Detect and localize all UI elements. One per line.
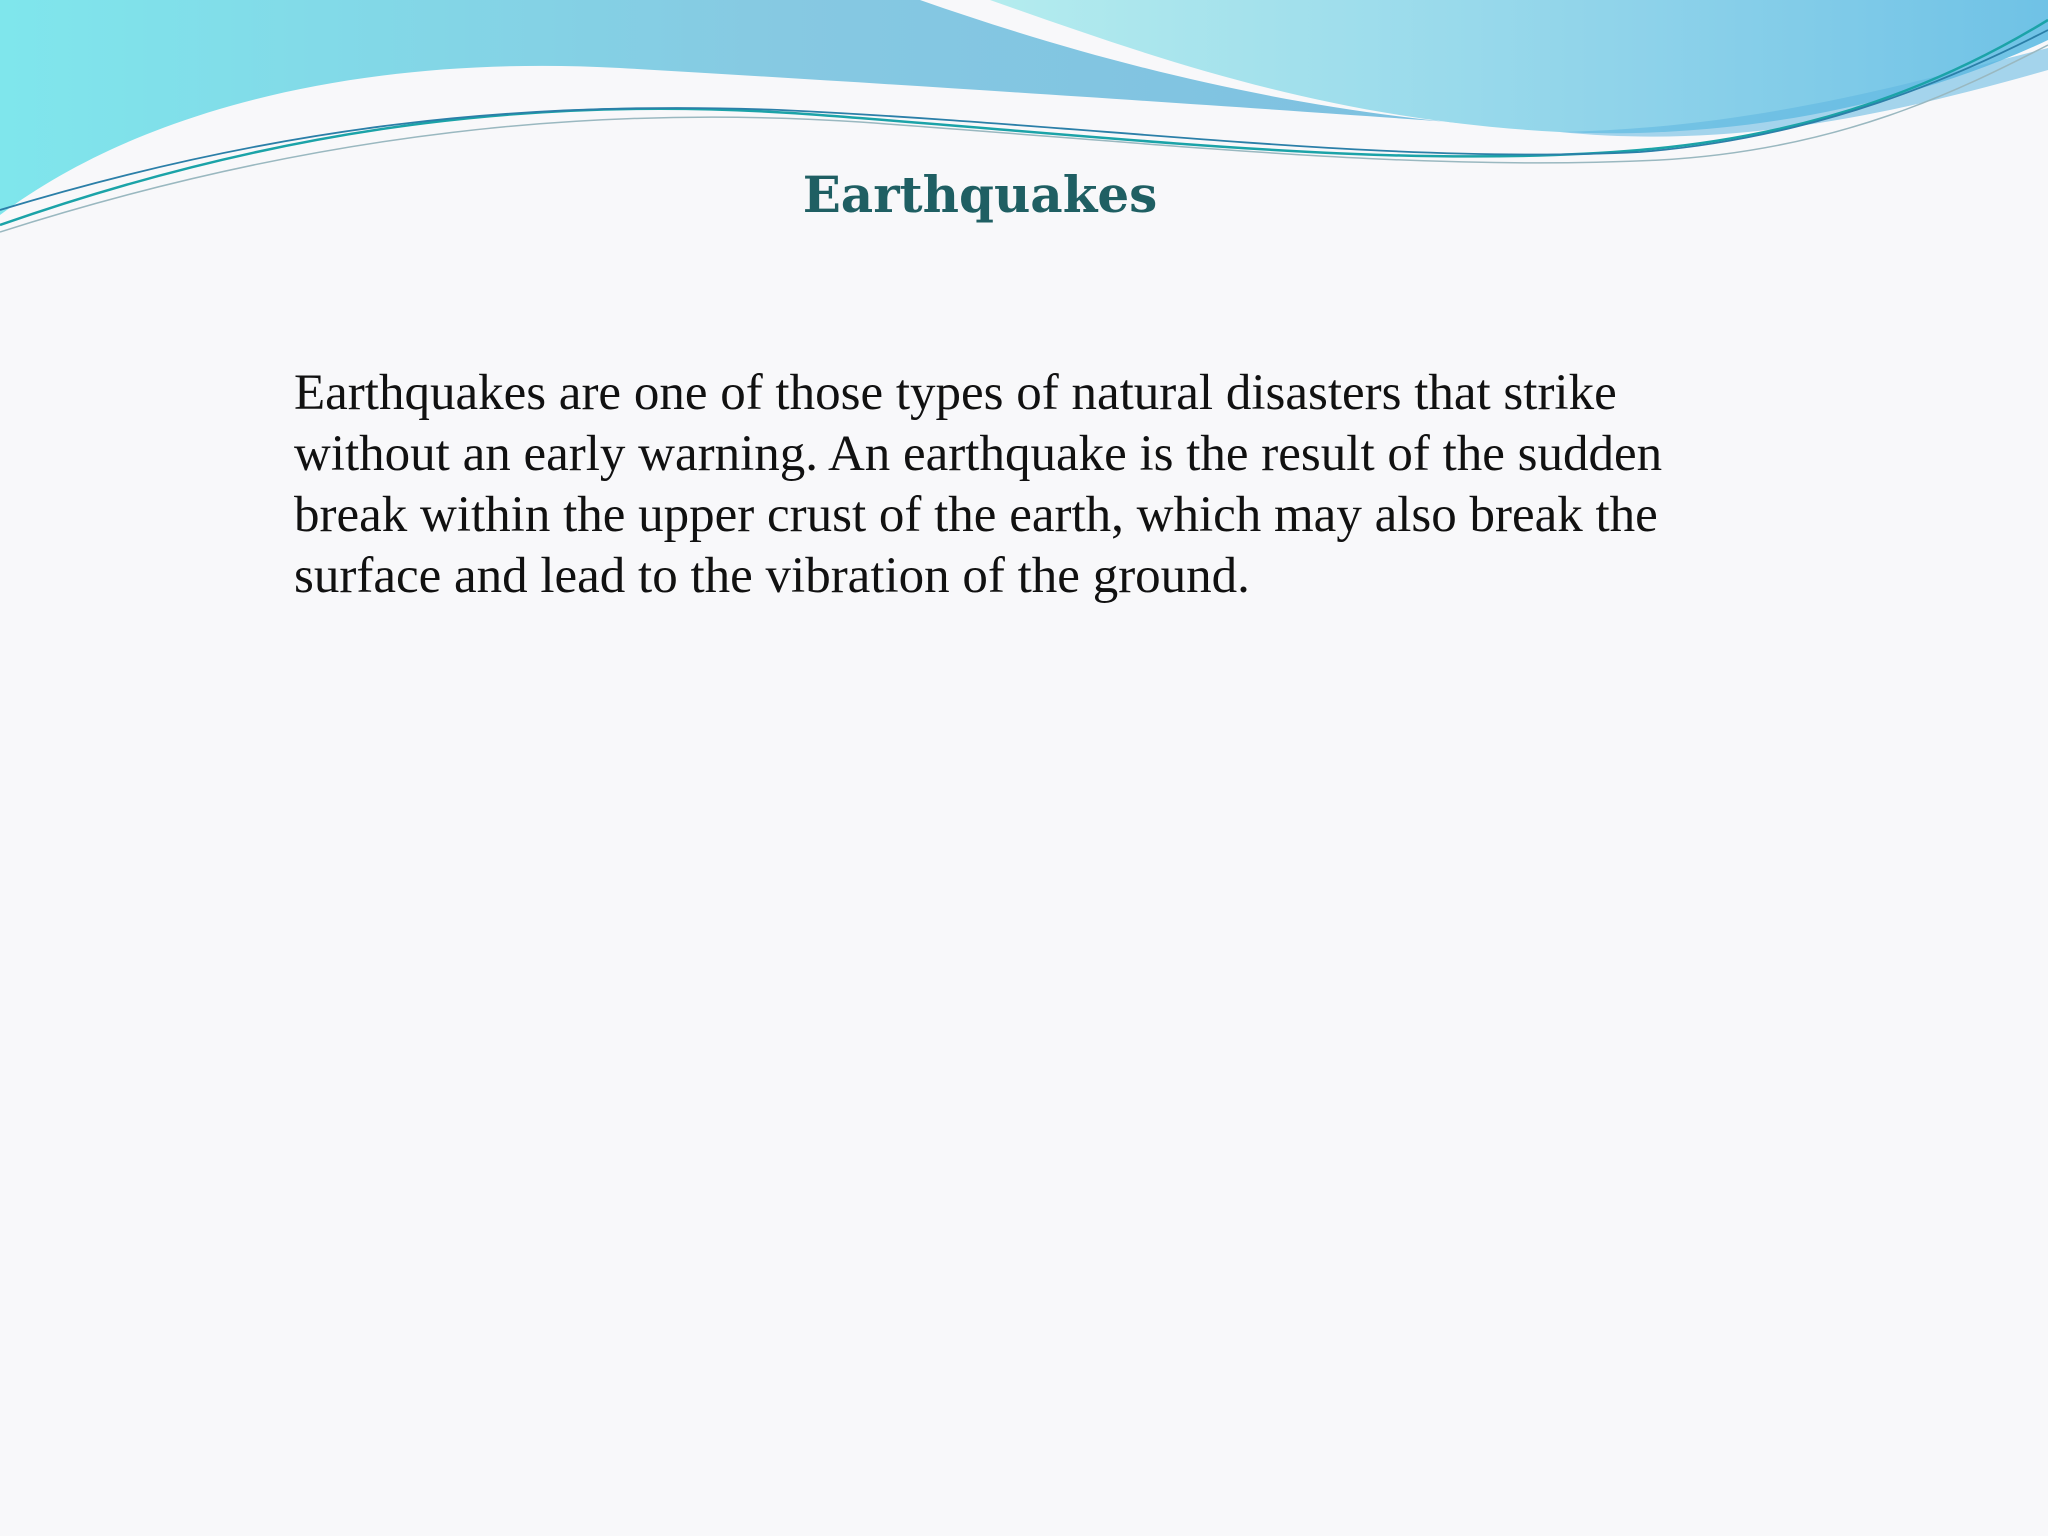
slide-body-text: Earthquakes are one of those types of natural disasters that strike without an early warning. An earthquake is the result of the sudden break within the upper crust of the earth, which may also break the surface and lead to the vibration of the ground. [294,365,1663,604]
slide-title: Earthquakes [802,165,1158,224]
wave-shape-right [990,0,2048,133]
